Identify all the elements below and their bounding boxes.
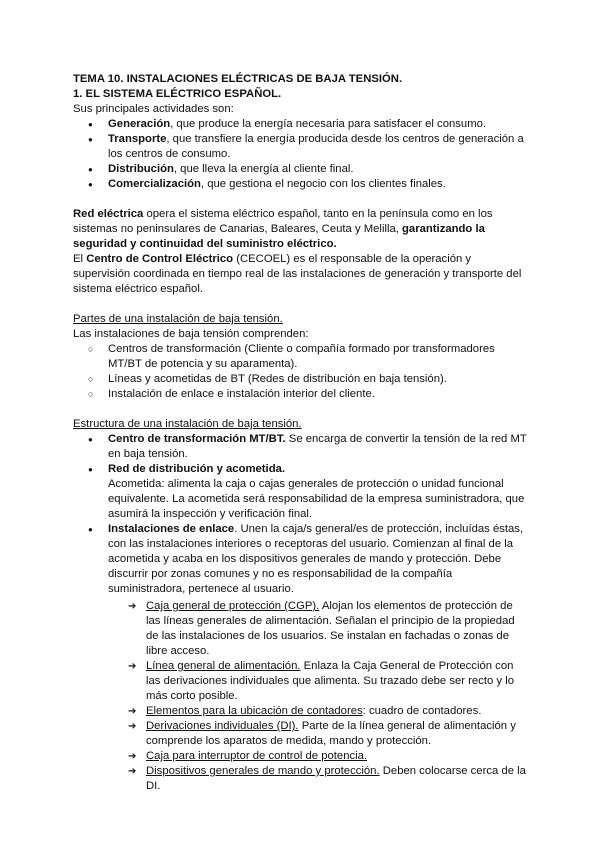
list-item: ➔ Caja general de protección (CGP). Alojan los elementos de protección de las líneas generales de alimentación. Señalan el principio de la propiedad de las instalaciones de los usuarios. Se instalan en fachadas o zonas de libre acceso. [128,600,515,657]
enlace-components-list [73,599,529,794]
list-item: ● Red de distribución y acometida. Acometida: alimenta la caja o cajas generales de protección o unidad funcional equivalente. La acometida será responsabilidad de la empresa suministradora, que asumirá la inspección y verificación final. [73,462,529,522]
activities-list [73,117,529,192]
red-electrica-paragraph: Red eléctrica opera el sistema eléctrico español, tanto en la península como en los sistemas no peninsulares de Canarias, Baleares, Ceuta y Melilla, garantizando la seguridad y continuidad del suministro eléctrico. [73,208,493,250]
section-heading-1: 1. EL SISTEMA ELÉCTRICO ESPAÑOL. [73,88,282,100]
list-item: ● Comercialización, que gestiona el negocio con los clientes finales. [73,177,529,192]
partes-intro: Las instalaciones de baja tensión comprenden: [73,328,309,340]
list-item: ○ Centros de transformación (Cliente o compañía formado por transformadores MT/BT de potencia y su aparamenta). [73,342,529,372]
partes-list [73,342,529,402]
list-item: ➔ Derivaciones individuales (DI). Parte de la línea general de alimentación y comprende los aparatos de medida, mando y protección. [128,720,516,747]
arrow-right-icon: ➔ [128,706,137,717]
acometida-note: Acometida: alimenta la caja o cajas generales de protección o unidad funcional equivalente. La acometida será responsabilidad de la empresa suministradora, que asumirá la inspección y verificación final. [108,478,525,520]
activities-intro: Sus principales actividades son: [73,103,234,115]
list-item: ● Transporte, que transfiere la energía producida desde los centros de generación a los centros de consumo. [73,132,529,162]
arrow-right-icon: ➔ [128,661,137,672]
list-item: ● Instalaciones de enlace. Unen la caja/s general/es de protección, incluídas éstas, con las instalaciones interiores o receptoras del usuario. Comienzan al final de la acometida y acaba en los dispositivos generales de mando y protección. Debe discurrir por zonas comunes y no es responsabilidad de la compañía suministradora, pertenece al usuario. [73,522,529,597]
arrow-right-icon: ➔ [128,766,137,777]
list-item: ➔ Línea general de alimentación. Enlaza la Caja General de Protección con las derivaciones individuales que alimenta. Su trazado debe ser recto y lo más corto posible. [128,660,514,702]
arrow-right-icon: ➔ [128,751,137,762]
list-item: ➔ Dispositivos generales de mando y protección. Deben colocarse cerca de la DI. [128,765,526,792]
cecoel-paragraph: El Centro de Control Eléctrico (CECOEL) es el responsable de la operación y supervisión coordinada en tiempo real de las instalaciones de generación y transporte del sistema eléctrico español. [73,253,522,295]
list-item: ● Generación, que produce la energía necesaria para satisfacer el consumo. [73,117,529,132]
estructura-heading: Estructura de una instalación de baja tensión. [73,418,302,430]
list-item: ○ Líneas y acometidas de BT (Redes de distribución en baja tensión). [73,372,529,387]
arrow-right-icon: ➔ [128,601,137,612]
document-page [73,72,529,794]
partes-heading: Partes de una instalación de baja tensión. [73,313,283,325]
estructura-list [73,432,529,597]
list-item: ➔ Caja para interruptor de control de potencia. [128,750,368,762]
arrow-right-icon: ➔ [128,721,137,732]
list-item: ➔ Elementos para la ubicación de contadores: cuadro de contadores. [128,705,482,717]
list-item: ● Centro de transformación MT/BT. Se encarga de convertir la tensión de la red MT en baja tensión. [73,432,529,462]
document-title: TEMA 10. INSTALACIONES ELÉCTRICAS DE BAJA TENSIÓN. [73,73,403,85]
list-item: ○ Instalación de enlace e instalación interior del cliente. [73,387,529,402]
list-item: ● Distribución, que lleva la energía al cliente final. [73,162,529,177]
